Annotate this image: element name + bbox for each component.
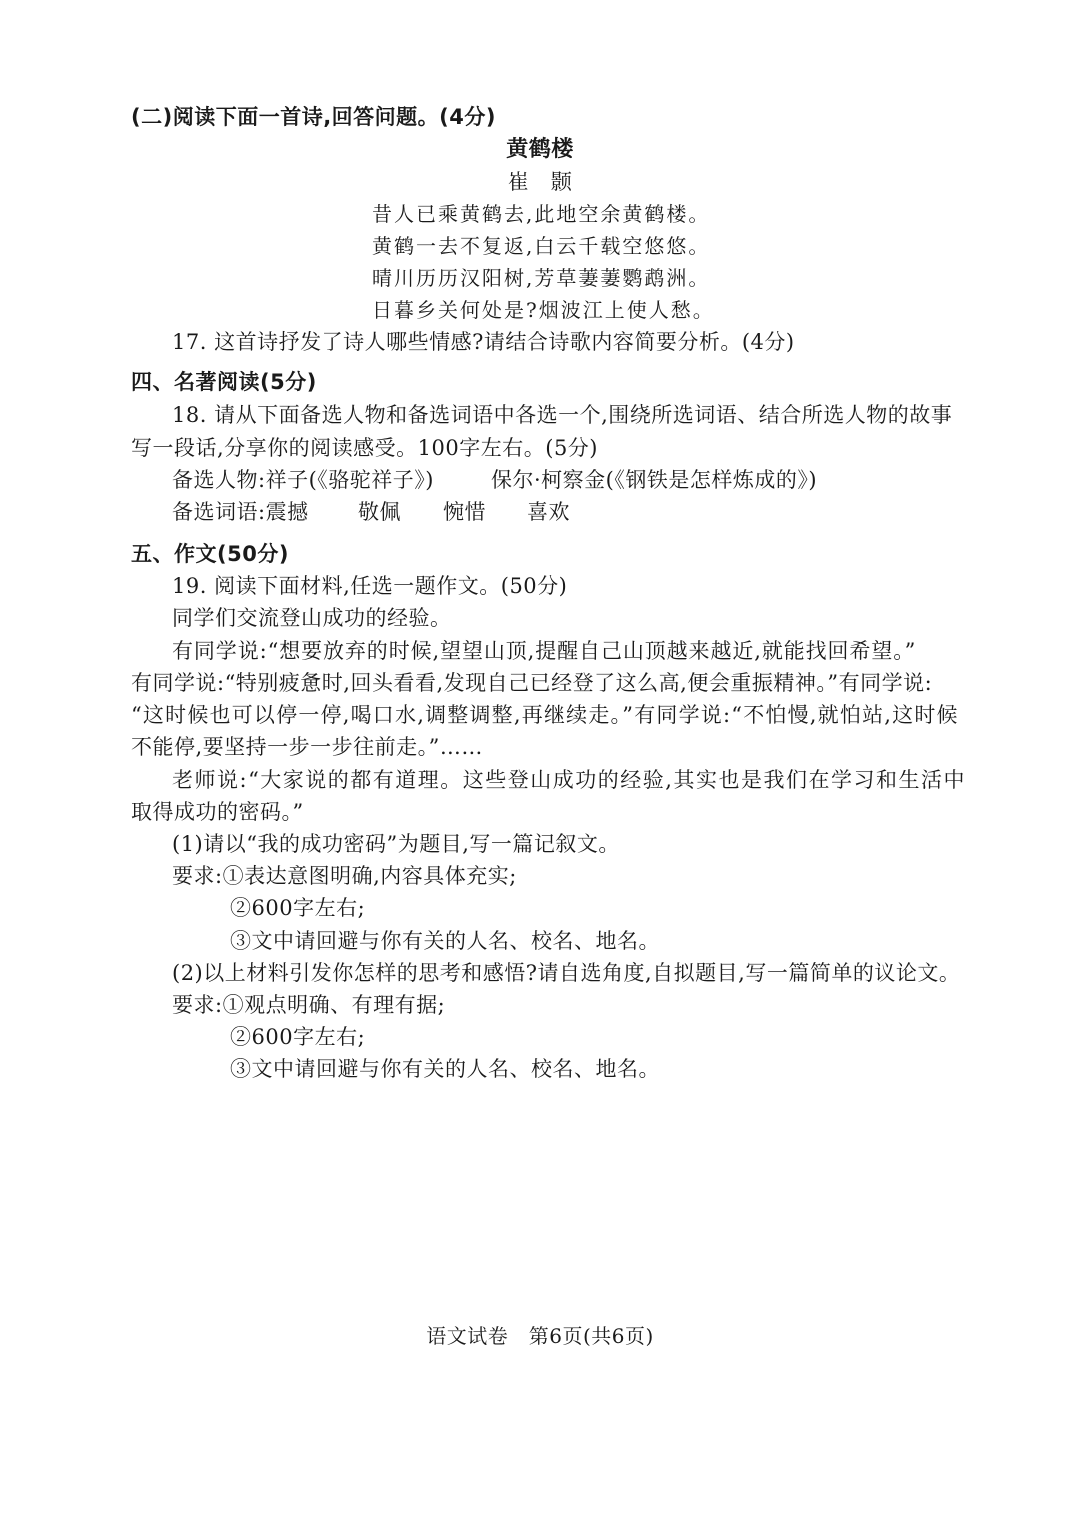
task-1-requirement: ③文中请回避与你有关的人名、校名、地名。 <box>230 929 660 953</box>
task-2-requirement: ②600字左右; <box>230 1025 366 1049</box>
material-line: 有同学说:“想要放弃的时候,望望山顶,提醒自己山顶越来越近,就能找回希望。” <box>172 639 917 663</box>
word-option: 惋惜 <box>443 500 486 524</box>
task-1-requirement: 要求:①表达意图明确,内容具体充实; <box>172 864 517 888</box>
question-18-line1: 18. 请从下面备选人物和备选词语中各选一个,围绕所选词语、结合所选人物的故事 <box>172 403 953 427</box>
page-footer: 语文试卷 第6页(共6页) <box>426 1324 654 1348</box>
material-line: “这时候也可以停一停,喝口水,调整调整,再继续走。”有同学说:“不怕慢,就怕站,这时候 <box>131 703 959 727</box>
material-line: 老师说:“大家说的都有道理。这些登山成功的经验,其实也是我们在学习和生活中 <box>172 768 966 792</box>
question-17: 17. 这首诗抒发了诗人哪些情感?请结合诗歌内容简要分析。(4分) <box>172 330 795 354</box>
section2-heading: (二)阅读下面一首诗,回答问题。(4分) <box>131 105 496 129</box>
material-line: 同学们交流登山成功的经验。 <box>172 606 452 630</box>
words-label: 备选词语:震撼 <box>172 500 309 524</box>
question-19: 19. 阅读下面材料,任选一题作文。(50分) <box>172 574 568 598</box>
poem-line: 昔人已乘黄鹤去,此地空余黄鹤楼。 <box>372 202 711 226</box>
poem-title: 黄鹤楼 <box>506 137 574 162</box>
task-2-requirement: ③文中请回避与你有关的人名、校名、地名。 <box>230 1057 660 1081</box>
word-option: 喜欢 <box>527 500 570 524</box>
word-option: 敬佩 <box>358 500 401 524</box>
task-1-requirement: ②600字左右; <box>230 896 366 920</box>
material-line: 取得成功的密码。” <box>131 800 304 824</box>
poem-line: 日暮乡关何处是?烟波江上使人愁。 <box>372 298 715 322</box>
characters-label: 备选人物:祥子(《骆驼祥子》) <box>172 468 434 492</box>
task-1: (1)请以“我的成功密码”为题目,写一篇记叙文。 <box>172 832 620 856</box>
poem-line: 黄鹤一去不复返,白云千载空悠悠。 <box>372 234 711 258</box>
characters-second: 保尔·柯察金(《钢铁是怎样炼成的》) <box>491 468 818 492</box>
material-line: 不能停,要坚持一步一步往前走。”…… <box>131 735 483 759</box>
section4-heading: 四、名著阅读(5分) <box>131 370 317 394</box>
task-2: (2)以上材料引发你怎样的思考和感悟?请自选角度,自拟题目,写一篇简单的议论文。 <box>172 961 961 985</box>
poem-author: 崔 颢 <box>507 170 573 194</box>
section5-heading: 五、作文(50分) <box>131 542 289 566</box>
task-2-requirement: 要求:①观点明确、有理有据; <box>172 993 446 1017</box>
material-line: 有同学说:“特别疲惫时,回头看看,发现自己已经登了这么高,便会重振精神。”有同学说: <box>131 671 933 695</box>
question-18-line2: 写一段话,分享你的阅读感受。100字左右。(5分) <box>131 436 599 460</box>
poem-line: 晴川历历汉阳树,芳草萋萋鹦鹉洲。 <box>372 266 711 290</box>
